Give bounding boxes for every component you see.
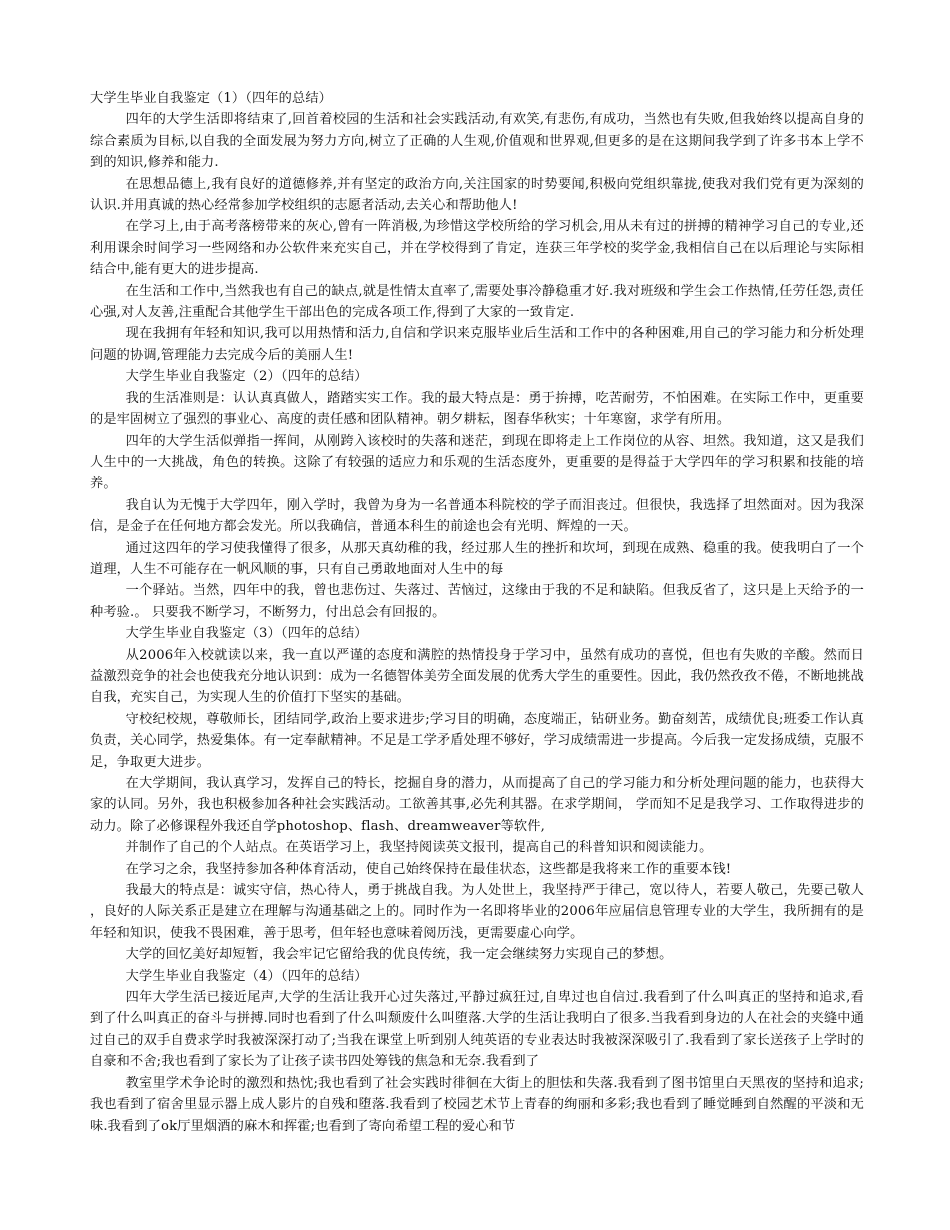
section-heading-4: 大学生毕业自我鉴定（4）（四年的总结） — [125, 968, 368, 984]
paragraph: 通过这四年的学习使我懂得了很多，从那天真幼稚的我，经过那人生的挫折和坎坷，到现在成熟、稳重的我。使我明白了一个道理，人生不可能存在一帆风顺的事，只有自己勇敢地面对人生中的每 — [90, 540, 864, 577]
paragraph: 并制作了自己的个人站点。在英语学习上，我坚持阅读英文报刊，提高自己的科普知识和阅读能力。 — [125, 840, 713, 856]
paragraph: 在学习之余，我坚持参加各种体育活动，使自己始终保持在最佳状态，这些都是我将来工作的重要本钱! — [125, 861, 732, 877]
paragraph: 我自认为无愧于大学四年，刚入学时，我曾为身为一名普通本科院校的学子而泪丧过。但很快，我选择了坦然面对。因为我深信，是金子在任何地方都会发光。所以我确信，普通本科生的前途也会有光明、辉煌的一天。 — [90, 497, 864, 535]
document-body — [90, 88, 864, 1137]
section-heading-3: 大学生毕业自我鉴定（3）（四年的总结） — [125, 626, 368, 642]
paragraph: 在学习上,由于高考落榜带来的灰心,曾有一阵消极,为珍惜这学校所给的学习机会,用从未有过的拼搏的精神学习自己的专业,还利用课余时间学习一些网络和办公软件来充实自己，并在学校得到了肯定，连获三年学校的奖学金,我相信自己在以后理论与实际相结合中,能有更大的进步提高. — [90, 219, 864, 278]
section-heading-1: 大学生毕业自我鉴定（1）（四年的总结） — [90, 91, 333, 106]
section-heading-2: 大学生毕业自我鉴定（2）（四年的总结） — [125, 369, 368, 385]
paragraph: 我最大的特点是：诚实守信，热心待人，勇于挑战自我。为人处世上，我坚持严于律己，宽以待人，若要人敬己，先要己敬人 ，良好的人际关系正是建立在理解与沟通基础之上的。同时作为一名即将毕业的2006年应届信息管理专业的大学生，我所拥有的是年轻和知识，使我不畏困难，善于思考，但年轻也意味着阅历浅，更需要虚心向学。 — [90, 883, 864, 941]
paragraph: 在大学期间，我认真学习，发挥自己的特长，挖掘自身的潜力，从而提高了自己的学习能力和分析处理问题的能力，也获得大家的认同。另外，我也积极参加各种社会实践活动。工欲善其事,必先利其器。在求学期间， 学而知不足是我学习、工作取得进步的动力。除了必修课程外我还自学photoshop、flash、dreamweaver等软件, — [90, 776, 864, 834]
paragraph: 在思想品德上,我有良好的道德修养,并有坚定的政治方向,关注国家的时势要闻,积极向党组织靠拢,使我对我们党有更为深刻的认识.并用真诚的热心经常参加学校组织的志愿者活动,去关心和帮助他人! — [90, 176, 864, 214]
paragraph: 一个驿站。当然，四年中的我，曾也悲伤过、失落过、苦恼过，这缘由于我的不足和缺陷。但我反省了，这只是上天给予的一种考验.。 只要我不断学习，不断努力，付出总会有回报的。 — [90, 583, 864, 620]
paragraph: 教室里学术争论时的激烈和热忱;我也看到了社会实践时徘徊在大街上的胆怯和失落.我看到了图书馆里白天黑夜的坚持和追求;我也看到了宿舍里显示器上成人影片的自残和堕落.我看到了校园艺术节上青春的绚丽和多彩;我也看到了睡觉睡到自然醒的平淡和无味.我看到了ok厅里烟酒的麻木和挥霍;也看到了寄向希望工程的爱心和节 — [90, 1075, 864, 1134]
paragraph: 从2006年入校就读以来，我一直以严谨的态度和满腔的热情投身于学习中，虽然有成功的喜悦，但也有失败的辛酸。然而日益激烈竞争的社会也使我充分地认识到：成为一名德智体美劳全面发展的优秀大学生的重要性。因此，我仍然孜孜不倦，不断地挑战自我，充实自己，为实现人生的价值打下坚实的基础。 — [90, 647, 864, 706]
paragraph: 在生活和工作中,当然我也有自己的缺点,就是性情太直率了,需要处事冷静稳重才好.我对班级和学生会工作热情,任劳任怨,责任心强,对人友善,注重配合其他学生干部出色的完成各项工作,得到了大家的一致肯定. — [90, 283, 864, 321]
paragraph: 四年的大学生活即将结束了,回首着校园的生活和社会实践活动,有欢笑,有悲伤,有成功，当然也有失败,但我始终以提高自身的综合素质为目标,以自我的全面发展为努力方向,树立了正确的人生观,价值观和世界观,但更多的是在这期间我学到了许多书本上学不到的知识,修养和能力. — [90, 112, 864, 171]
paragraph: 大学的回忆美好却短暂，我会牢记它留给我的优良传统，我一定会继续努力实现自己的梦想。 — [125, 947, 673, 963]
paragraph: 现在我拥有年轻和知识,我可以用热情和活力,自信和学识来克服毕业后生活和工作中的各种困难,用自己的学习能力和分析处理问题的协调,管理能力去完成今后的美丽人生! — [90, 326, 864, 363]
paragraph: 四年的大学生活似弹指一挥间，从刚跨入该校时的失落和迷茫，到现在即将走上工作岗位的从容、坦然。我知道，这又是我们人生中的一大挑战，角色的转换。这除了有较强的适应力和乐观的生活态度外，更重要的是得益于大学四年的学习积累和技能的培养。 — [90, 433, 864, 492]
paragraph: 守校纪校规，尊敬师长，团结同学,政治上要求进步;学习目的明确，态度端正，钻研业务。勤奋刻苦，成绩优良;班委工作认真负责，关心同学，热爱集体。有一定奉献精神。不足是工学矛盾处理不够好，学习成绩需进一步提高。今后我一定发扬成绩，克服不足，争取更大进步。 — [90, 711, 864, 770]
paragraph: 四年大学生活已接近尾声,大学的生活让我开心过失落过,平静过疯狂过,自卑过也自信过.我看到了什么叫真正的坚持和追求,看到了什么叫真正的奋斗与拼搏.同时也看到了什么叫颓废什么叫堕落.大学的生活让我明白了很多.当我看到身边的人在社会的夹缝中通过自己的双手自费求学时我被深深打动了;当我在课堂上听到别人纯英语的专业表达时我被深深吸引了.我看到了家长送孩子上学时的自豪和不舍;我也看到了家长为了让孩子读书四处筹钱的焦急和无奈.我看到了 — [90, 990, 864, 1070]
paragraph: 我的生活准则是：认认真真做人，踏踏实实工作。我的最大特点是：勇于拚搏，吃苦耐劳，不怕困难。在实际工作中，更重要的是牢固树立了强烈的事业心、高度的责任感和团队精神。朝夕耕耘，图春华秋实；十年寒窗，求学有所用。 — [90, 390, 864, 428]
